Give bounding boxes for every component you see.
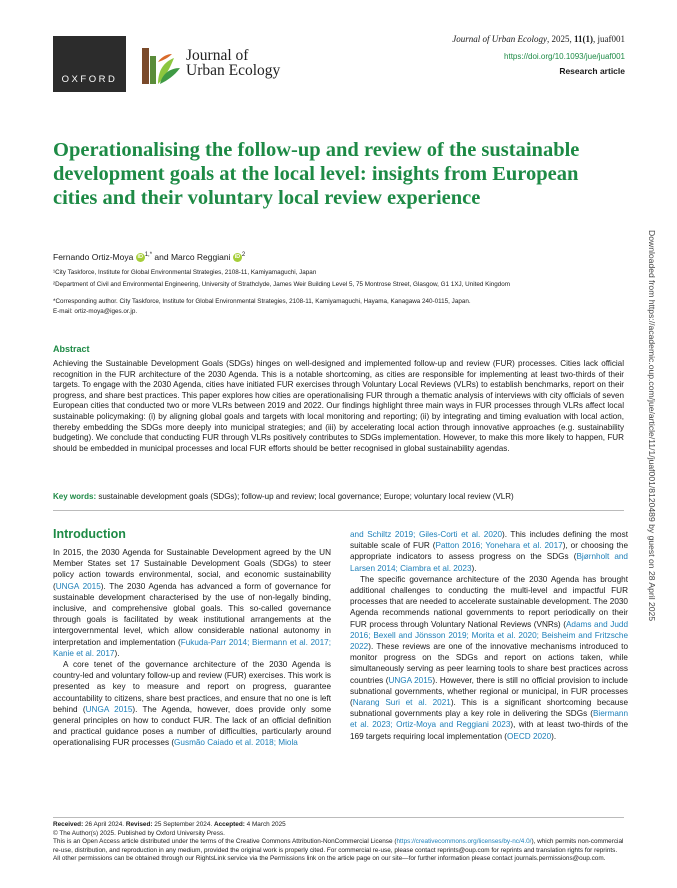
article-title: Operationalising the follow-up and review of the sustainable development goals at the local level: insights from European cities and their voluntary local review experience [53,139,580,209]
citation-link[interactable]: Biermann et al. 2023; Ortiz-Moya and Reggiani 2023 [350,709,628,730]
paragraph-text: ). However, there is still no official provision to include subnational governments, whether regional or municipal, in FUR processes ( [350,675,628,708]
paragraph-text: In 2015, the 2030 Agenda for Sustainable Development agreed by the UN Member States set 17 Sustainable Development Goals (SDGs) to steer policy action towards environmental, social, and economic sustainability ( [53,548,331,591]
paragraph-text: ), or choosing the appropriate indicators to assess progress on the SDGs ( [350,541,628,562]
license-text-b: ), which permits non-commercial re-use, distribution, and reproduction in any medium, provided the original work is properly cited. For commercial re-use, please contact reprints@oup.com for reprints and translation rights for reprints. All other permissions can be obtained through our RightsLink service via the Permissions link on the article page on our site—for further information please contact journals.permissions@oup.com. [53,838,624,863]
citation-link[interactable]: Fukuda-Parr 2014; Biermann et al. 2017; Kanie et al. 2017 [53,637,331,658]
footer-divider [53,817,624,818]
paragraph-text: ). [114,648,120,658]
paragraph [53,547,331,659]
journal-citation [452,34,625,44]
journal-logo-line2: Urban Ecology [186,62,281,79]
revised-label: Revised: [125,821,153,828]
paragraph-text: ). The Agenda, however, does provide only some general principles on how to conduct FUR. The lack of an official definition and practical guidance poses a number of difficulties, particularly around operationalising FUR processes ( [53,704,331,748]
journal-logo-line1: Journal of [186,47,249,64]
oxford-logo-text: OXFORD [61,74,118,85]
keywords-text: sustainable development goals (SDGs); follow-up and review; local governance; Europe; voluntary local review (VLR) [96,492,514,501]
journal-volume: 11(1) [574,34,593,44]
download-watermark [648,230,660,660]
citation-link[interactable]: Patton 2016; Yonehara et al. 2017 [435,541,563,551]
intro-left-column [53,547,331,749]
article-type: Research article [559,66,625,76]
paragraph-text: A core tenet of the governance architecture of the 2030 Agenda is country-led and voluntary follow-up and review (FUR) exercises. This work is presented as key to measure and report on progress, guarantee accountability to citizens, share best practices, and ensure that no one is left behind ( [53,660,331,714]
affiliation-1: ¹City Taskforce, Institute for Global Environmental Strategies, 2108-11, Kamiyamaguchi, Japan [53,269,317,276]
author-list [53,252,245,262]
author-2-sup: 2 [241,252,246,259]
citation-link[interactable]: Gusmão Caiado et al. 2018; Miola [174,738,298,748]
received-date: 26 April 2024. [83,821,126,828]
citation-link[interactable]: Adams and Judd 2016; Bexell and Jönsson 2019; Morita et al. 2020; Beisheim and Fritzsche 2022 [350,619,628,652]
paragraph [350,574,628,742]
article-dates [53,821,624,830]
citation-link[interactable]: UNGA 2015 [55,581,101,591]
abstract-heading: Abstract [53,344,90,354]
paragraph-text: ), with at least two-thirds of the 169 targets requiring local implementation ( [350,720,628,741]
accepted-date: 4 March 2025 [244,821,286,828]
paragraph-text: ). [551,731,557,741]
keywords [53,492,514,501]
orcid-icon[interactable]: iD [137,254,143,261]
footer [53,821,624,864]
revised-date: 25 September 2024. [152,821,214,828]
citation-link[interactable]: Bjørnholt and Larsen 2014; Ciambra et al. 2023 [350,552,628,573]
license [53,838,624,864]
paragraph-text: ). These reviews are one of the innovative mechanisms introduced to monitor progress on the SDGs and report on actions taken, while simultaneously serving as peer learning tools to share best practices across countries ( [350,642,628,685]
orcid-icon[interactable]: iD [234,254,241,261]
author-1[interactable]: Fernando Ortiz-Moya [53,252,134,262]
affiliation-2: ²Department of Civil and Environmental Engineering, University of Strathclyde, James Weir Building Level 5, 75 Montrose Street, Glasgow, G1 1XJ, United Kingdom [53,281,510,288]
author-conjunction: and [152,252,171,262]
corresponding-email[interactable]: E-mail: ortiz-moya@iges.or.jp. [53,308,138,315]
paragraph-text: ). The 2030 Agenda has advanced a form of governance for sustainable development characterised by the use of non-legally binding, inclusive, and comprehensive global goals. This so-called governance through goals is facilitated by weak institutional arrangements at the intergovernmental level, which allow considerable national autonomy in interpretation and implementation ( [53,581,331,647]
author-1-sup: 1,* [144,252,153,259]
section-heading-introduction: Introduction [53,527,126,541]
oxford-logo [53,36,126,92]
paragraph-text: ). This is a significant shortcoming because subnational governments play a key role in delivering the SDGs ( [350,698,629,719]
paragraph [53,659,331,749]
article-id: , juaf001 [593,34,625,44]
journal-year: , 2025, [547,34,574,44]
divider [53,510,624,511]
citation-link[interactable]: UNGA 2015 [85,704,133,714]
citation-link[interactable]: UNGA 2015 [388,675,433,685]
paragraph-text: ). This includes defining the most suitable scale of FUR ( [350,530,628,551]
received-label: Received: [53,821,84,828]
citation-link[interactable]: Narang Suri et al. 2021 [352,698,451,708]
license-link[interactable]: https://creativecommons.org/licenses/by-nc/4.0/ [396,838,532,846]
paragraph [350,529,628,574]
download-watermark-text: Downloaded from https://academic.oup.com/jue/article/11/1/juaf001/8120489 by guest on 28 April 2025 [647,230,657,622]
paragraph-text: ). [471,563,477,573]
corresponding-author: *Corresponding author. City Taskforce, Institute for Global Environmental Strategies, 2108-11, Kamiyamaguchi, Hayama, Kanagawa 240-0115, Japan. [53,298,471,305]
keywords-label: Key words: [53,492,97,501]
citation-link[interactable]: and Schiltz 2019; Giles-Corti et al. 2020 [350,530,502,539]
accepted-label: Accepted: [213,821,245,828]
intro-right-column [350,529,628,742]
copyright: © The Author(s) 2025. Published by Oxford University Press. [53,829,225,837]
license-text-a: This is an Open Access article distributed under the terms of the Creative Commons Attribution-NonCommercial License ( [53,838,397,846]
doi-link[interactable]: https://doi.org/10.1093/jue/juaf001 [504,52,625,61]
author-2[interactable]: Marco Reggiani [170,252,231,262]
journal-logo [140,46,290,88]
abstract-text: Achieving the Sustainable Development Goals (SDGs) hinges on well-designed and implemented follow-up and review (FUR) processes. Cities lack official recognition in the FUR architecture of the 2030 Agenda. This is a notable shortcoming, as cities are responsible for implementing at least two-thirds of their targets. To engage with the 2030 Agenda, cities have initiated FUR exercises through Voluntary Local Reviews (VLRs) to establish benchmarks, report on their progress, and share best practices. This paper explores how cities are operationalising FUR through a thematic analysis of interviews with city officials of seven European cities that conducted two or more VLRs between 2019 and 2022. Our findings highlight three main ways in FUR processes through VLRs affect local sustainable policymaking: (i) by aligning global goals and targets with local monitoring and reporting; (ii) by integrating and timing evaluation with local action, thereby embedding the SDGs more deeply into municipal strategies; and (iii) by accelerating local action through innovative approaches (e.g. sustainability budgeting). We conclude that conducting FUR through VLRs positively contributes to SDGs implementation. However, to make this more likely to happen, FUR should be embedded in municipal processes and local FUR efforts should be better recognised in global sustainability agendas. [53,359,624,453]
journal-name: Journal of Urban Ecology [452,34,547,44]
paragraph-text: The specific governance architecture of the 2030 Agenda has brought additional challenges to conducting the multi-level and impactful FUR processes that are needed to accelerate sustainable development. The 2030 Agenda recommends national governments to report periodically on their FUR process through Voluntary National Reviews (VNRs) ( [350,574,628,629]
citation-link[interactable]: OECD 2020 [507,731,552,741]
